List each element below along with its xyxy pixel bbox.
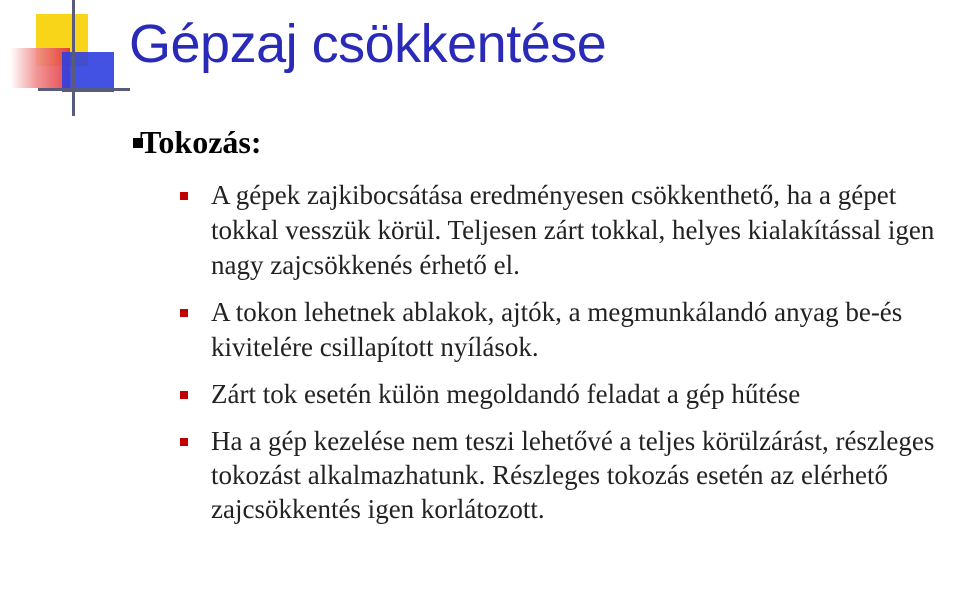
list-item <box>180 424 955 526</box>
red-square-bullet-icon <box>180 438 188 446</box>
slide-title: Gépzaj csökkentése <box>129 14 607 74</box>
red-square-bullet-icon <box>180 309 188 317</box>
red-square-bullet-icon <box>180 192 188 200</box>
logo-vertical-line <box>72 0 75 116</box>
bullet-list <box>180 178 955 538</box>
logo-horizontal-line <box>38 88 130 91</box>
list-item <box>180 178 955 283</box>
bullet-text: A tokon lehetnek ablakok, ajtók, a megmunkálandó anyag be-és kivitelére csillapított nyílások. <box>211 297 903 362</box>
corner-logo-decoration <box>0 0 130 120</box>
list-item <box>180 377 955 412</box>
logo-blue-square <box>62 52 114 92</box>
list-item <box>180 295 955 365</box>
bullet-text: Ha a gép kezelése nem teszi lehetővé a teljes körülzárást, részleges tokozást alkalmazhatunk. Részleges tokozás esetén az elérhető zajcsökkentés igen korlátozott. <box>211 426 935 524</box>
red-square-bullet-icon <box>180 391 188 399</box>
section-heading: Tokozás: <box>140 124 262 160</box>
bullet-text: Zárt tok esetén külön megoldandó feladat a gép hűtése <box>211 379 801 409</box>
logo-red-square <box>10 48 70 88</box>
bullet-text: A gépek zajkibocsátása eredményesen csökkenthető, ha a gépet tokkal vesszük körül. Teljesen zárt tokkal, helyes kialakítással igen nagy zajcsökkenés érhető el. <box>211 180 935 280</box>
